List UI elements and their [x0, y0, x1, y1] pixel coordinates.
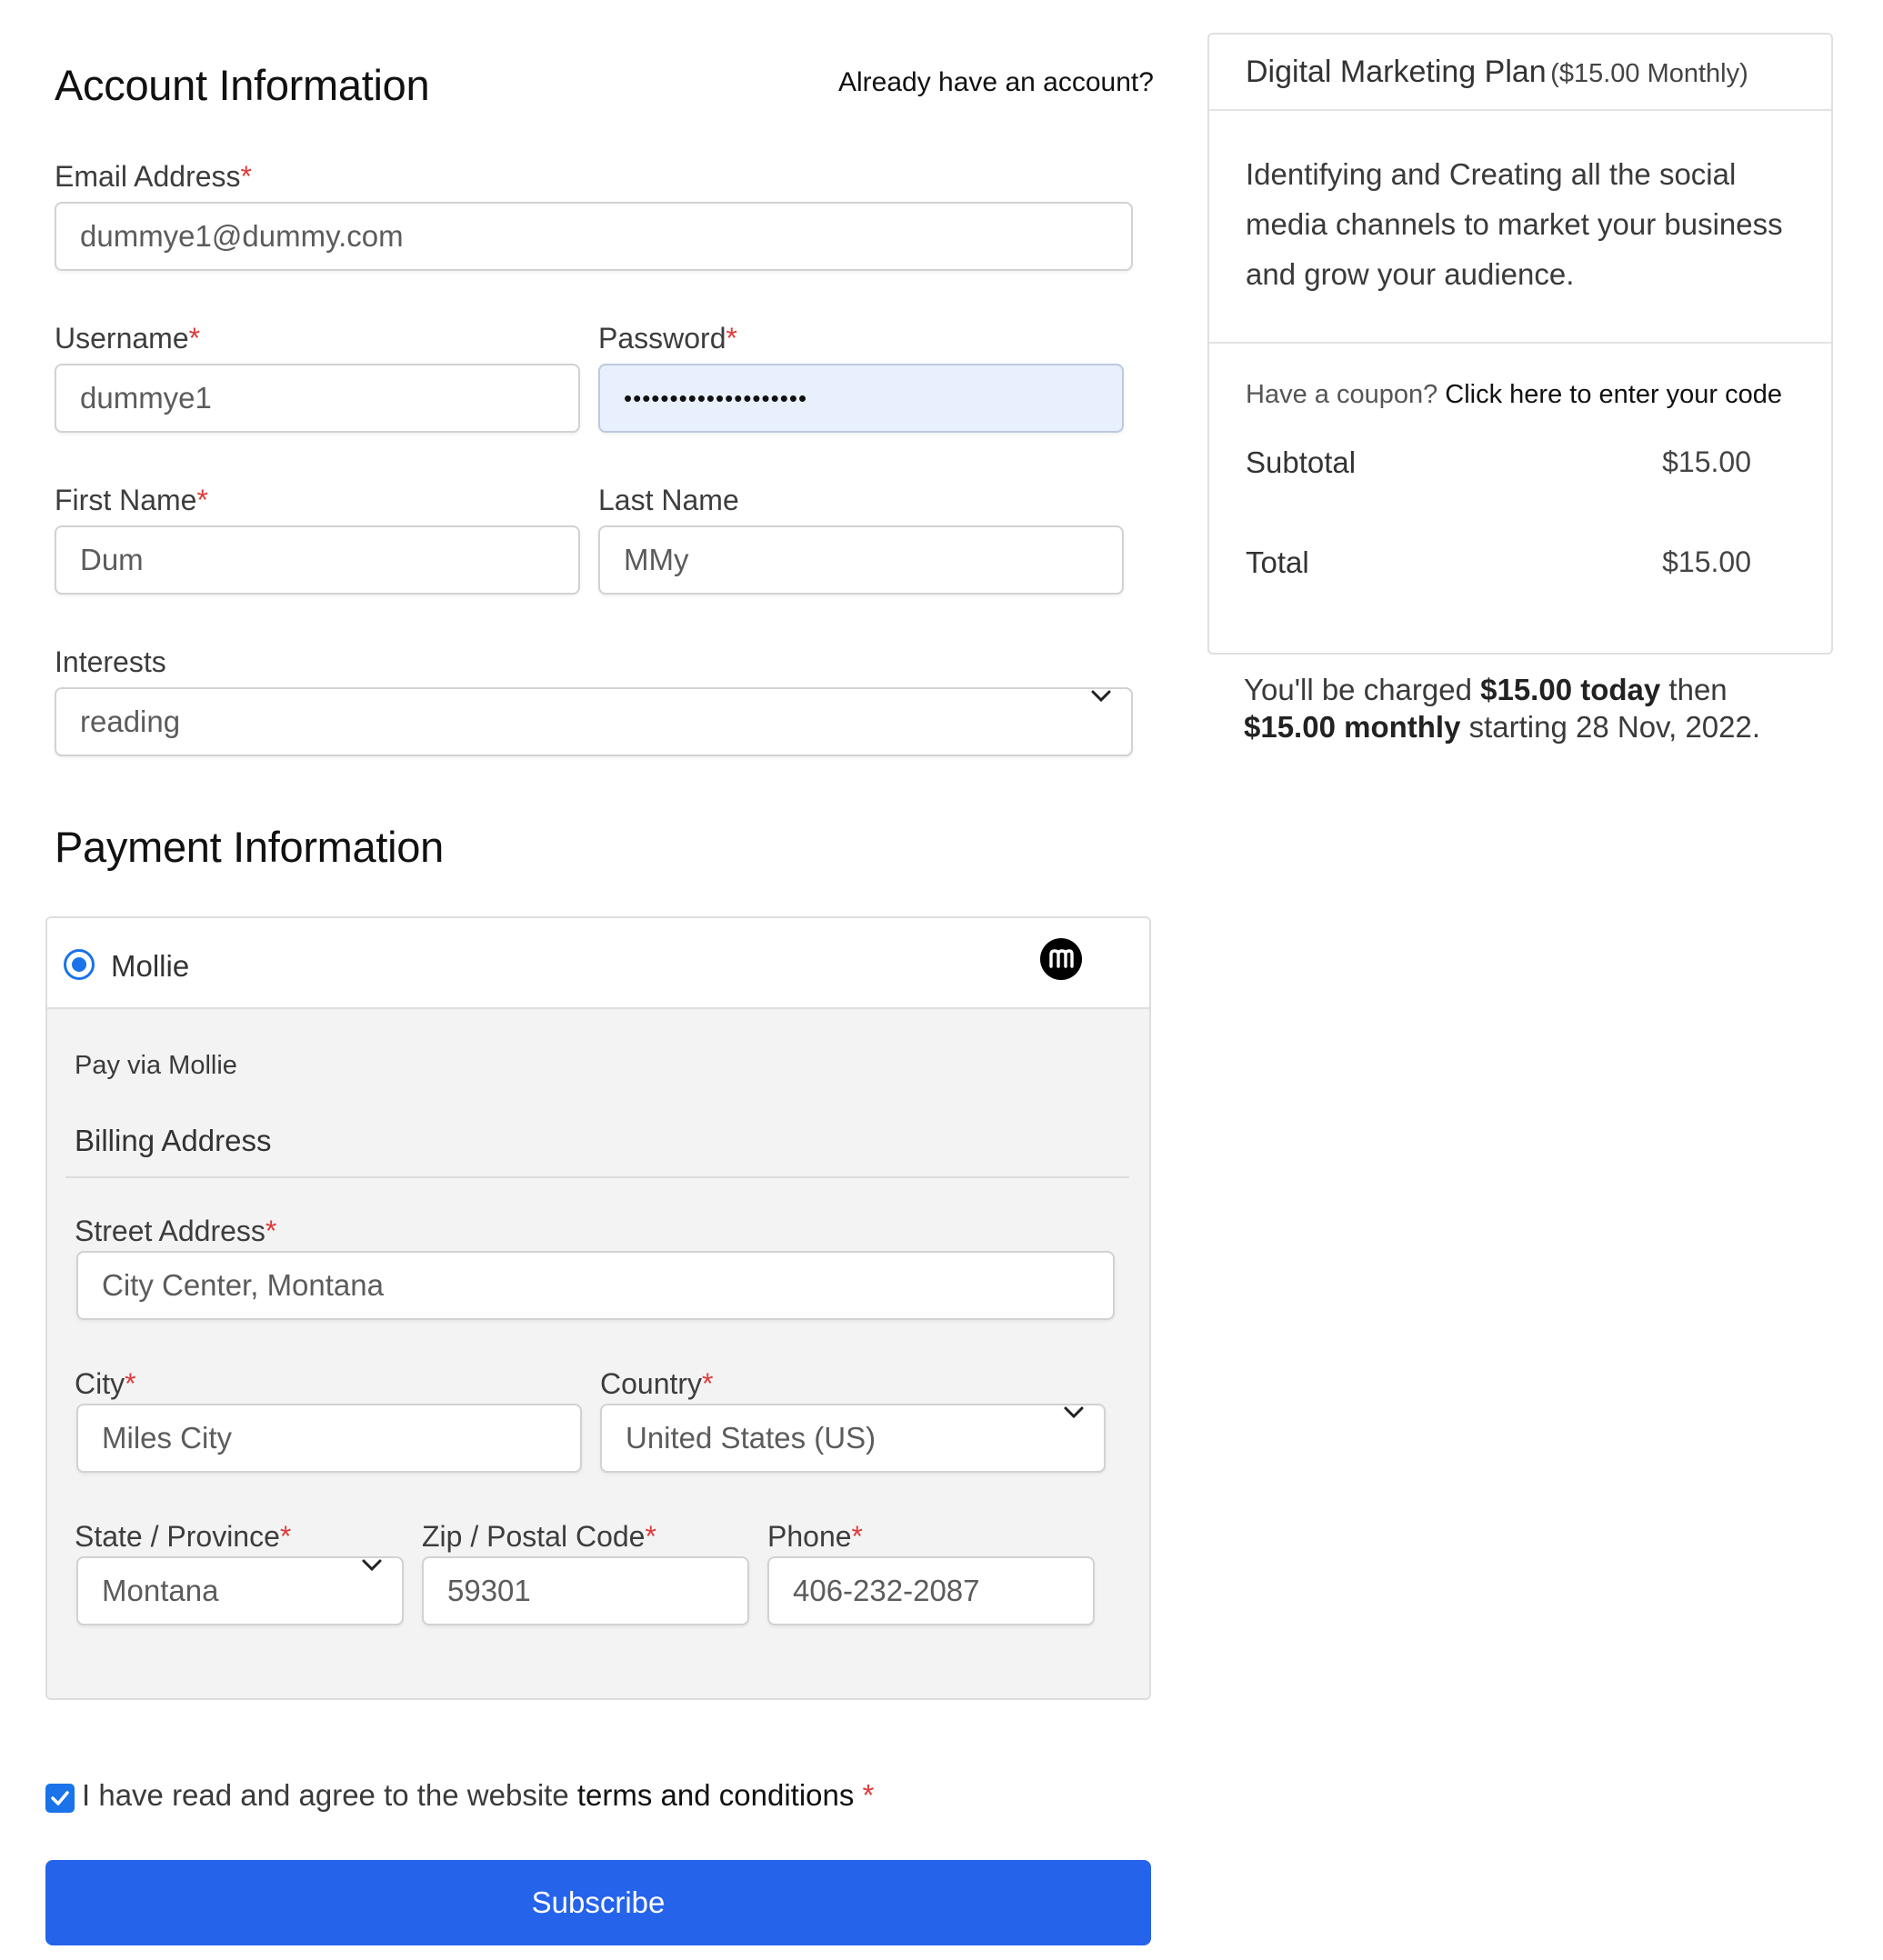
payment-title: Payment Information	[55, 823, 444, 871]
interests-label: Interests	[55, 645, 166, 678]
charge-monthly: $15.00 monthly	[1244, 710, 1461, 744]
coupon-link[interactable]: Click here to enter your code	[1445, 380, 1783, 409]
charge-today: $15.00 today	[1480, 673, 1661, 706]
city-field[interactable]: Miles City	[76, 1404, 582, 1473]
coupon-row	[1246, 380, 1782, 410]
last-name-label: Last Name	[598, 484, 739, 516]
chevron-down-icon	[1091, 685, 1111, 705]
summary-divider-2	[1209, 342, 1831, 344]
zip-field[interactable]: 59301	[422, 1556, 749, 1625]
username-field[interactable]: dummye1	[55, 364, 580, 433]
plan-description: Identifying and Creating all the social media channels to market your business and grow your audience.	[1246, 157, 1783, 291]
summary-divider-1	[1209, 109, 1831, 111]
terms-text	[82, 1778, 874, 1813]
phone-label: Phone*	[767, 1520, 863, 1553]
phone-field[interactable]: 406-232-2087	[767, 1556, 1095, 1625]
order-summary-card	[1207, 33, 1833, 655]
email-label: Email Address*	[55, 160, 252, 193]
interests-select[interactable]	[55, 687, 1133, 756]
check-icon	[49, 1787, 71, 1809]
country-label: Country*	[600, 1367, 714, 1400]
charge-prefix: You'll be charged	[1244, 673, 1472, 706]
pay-via-text: Pay via Mollie	[75, 1051, 237, 1080]
state-value: Montana	[102, 1574, 219, 1607]
chevron-down-icon	[1064, 1402, 1084, 1422]
billing-divider	[65, 1176, 1129, 1178]
email-field[interactable]: dummye1@dummy.com	[55, 202, 1133, 271]
mollie-label[interactable]: Mollie	[111, 949, 190, 983]
state-label: State / Province*	[75, 1520, 292, 1553]
city-label: City*	[75, 1367, 136, 1400]
charge-notice	[1244, 671, 1826, 745]
plan-name: Digital Marketing Plan	[1246, 55, 1547, 89]
terms-required: *	[862, 1778, 875, 1812]
payment-method-box	[45, 916, 1151, 1700]
plan-header	[1246, 55, 1748, 90]
street-label: Street Address*	[75, 1215, 277, 1247]
username-label: Username*	[55, 322, 201, 355]
coupon-prompt: Have a coupon?	[1246, 380, 1438, 409]
zip-label: Zip / Postal Code*	[422, 1520, 656, 1553]
plan-price: ($15.00 Monthly)	[1550, 59, 1748, 88]
password-field[interactable]: ••••••••••••••••••••	[598, 364, 1124, 433]
password-label: Password*	[598, 322, 737, 355]
subscribe-button[interactable]: Subscribe	[45, 1860, 1151, 1945]
total-value: $15.00	[1662, 545, 1751, 578]
charge-suffix: starting 28 Nov, 2022.	[1468, 710, 1761, 744]
login-link[interactable]: Already have an account?	[838, 67, 1154, 97]
payment-method-header[interactable]	[47, 918, 1149, 1009]
terms-prefix: I have read and agree to the website	[82, 1778, 569, 1812]
last-name-field[interactable]: MMy	[598, 525, 1124, 595]
mollie-radio[interactable]	[64, 949, 95, 980]
state-select[interactable]	[76, 1556, 404, 1625]
street-field[interactable]: City Center, Montana	[76, 1251, 1115, 1320]
interests-value: reading	[80, 705, 181, 738]
total-label: Total	[1246, 545, 1309, 579]
subtotal-label: Subtotal	[1246, 445, 1357, 479]
first-name-field[interactable]: Dum	[55, 525, 580, 595]
country-value: United States (US)	[626, 1421, 876, 1455]
chevron-down-icon	[362, 1555, 382, 1575]
country-select[interactable]	[600, 1404, 1106, 1473]
billing-address-title: Billing Address	[75, 1124, 272, 1157]
charge-then: then	[1668, 673, 1728, 706]
subtotal-value: $15.00	[1662, 445, 1751, 478]
terms-link[interactable]: terms and conditions	[576, 1778, 855, 1812]
account-title: Account Information	[55, 61, 430, 109]
first-name-label: First Name*	[55, 484, 208, 516]
terms-checkbox[interactable]	[45, 1784, 75, 1813]
mollie-logo-icon	[1040, 938, 1082, 980]
